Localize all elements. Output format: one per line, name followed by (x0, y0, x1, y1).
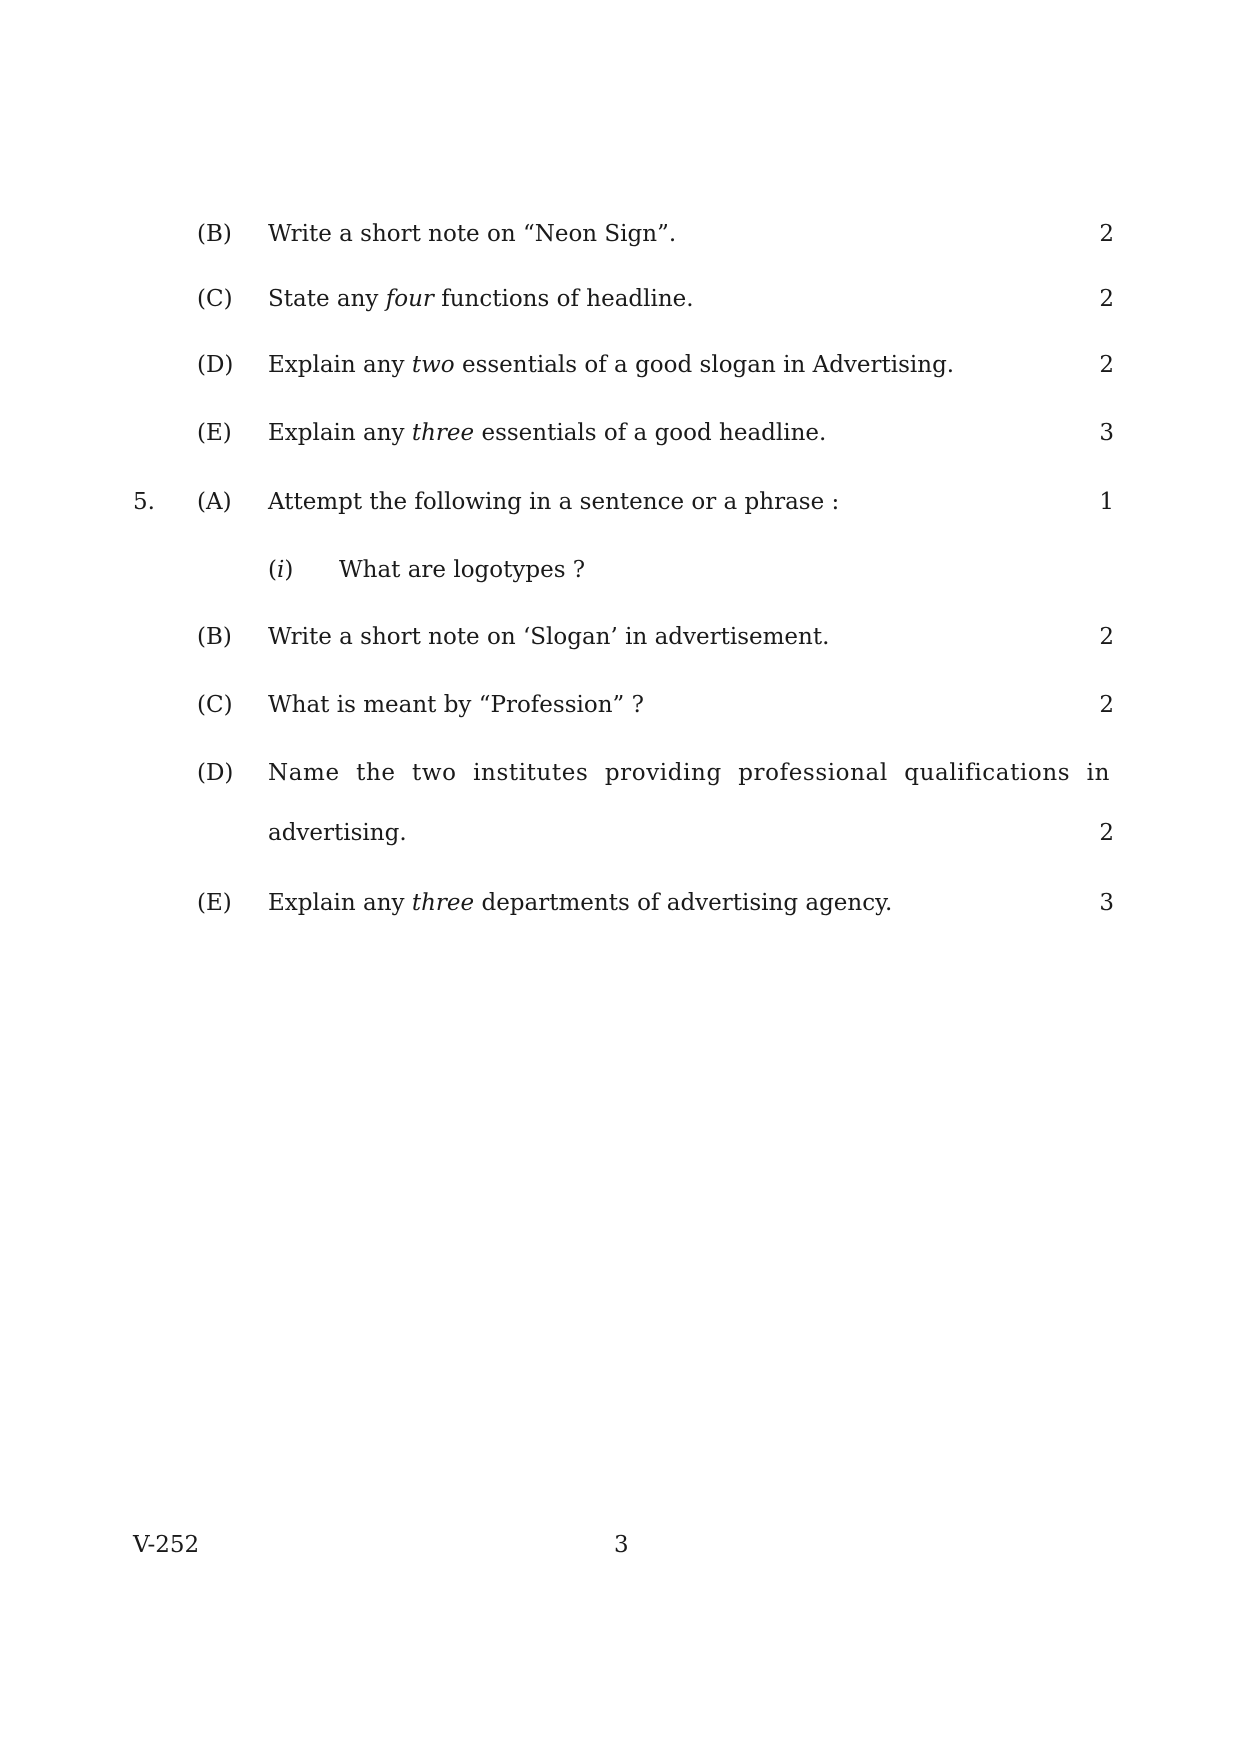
question-text-continued: advertising. (268, 820, 407, 846)
text-run: functions of headline. (433, 286, 694, 312)
sub-label: (C) (197, 692, 233, 718)
roman-numeral: i (276, 557, 285, 583)
question-text: Name the two institutes providing professional qualifications in (268, 760, 1110, 786)
sub-label: (B) (197, 624, 232, 650)
marks: 2 (1099, 221, 1114, 247)
paper-code: V-252 (133, 1532, 200, 1558)
marks: 2 (1099, 352, 1114, 378)
text-run: essentials of a good slogan in Advertising. (454, 352, 955, 378)
text-run: Explain any (268, 890, 412, 916)
sub-label: (D) (197, 352, 234, 378)
sub-label: (C) (197, 286, 233, 312)
marks: 1 (1099, 489, 1114, 515)
roman-label (268, 550, 293, 590)
question-5-a (0, 482, 1240, 522)
text-run: Explain any (268, 352, 412, 378)
page-number: 3 (614, 1532, 629, 1558)
roman-close: ) (284, 557, 294, 583)
question-text (268, 413, 826, 453)
question-5-b (0, 617, 1240, 657)
emphasis-text: four (385, 286, 434, 312)
marks: 3 (1099, 420, 1114, 446)
question-text: Attempt the following in a sentence or a phrase : (268, 489, 840, 515)
question-text (268, 279, 694, 319)
sub-label: (D) (197, 760, 234, 786)
roman-open: ( (268, 557, 277, 583)
question-text: What are logotypes ? (339, 557, 586, 583)
sub-label: (E) (197, 420, 232, 446)
question-text: Write a short note on ‘Slogan’ in advertisement. (268, 624, 830, 650)
text-run: departments of advertising agency. (474, 890, 893, 916)
question-text (268, 345, 954, 385)
emphasis-text: three (411, 420, 475, 446)
question-5-a-i (0, 550, 1240, 590)
question-5-c (0, 685, 1240, 725)
text-run: Write a short note on “Neon Sign”. (268, 221, 677, 247)
question-item (0, 413, 1240, 453)
sub-label: (A) (197, 489, 232, 515)
question-item (0, 214, 1240, 254)
question-item (0, 279, 1240, 319)
text-run: essentials of a good headline. (474, 420, 827, 446)
question-5-e (0, 883, 1240, 923)
sub-label: (B) (197, 221, 232, 247)
emphasis-text: three (411, 890, 475, 916)
sub-label: (E) (197, 890, 232, 916)
question-number: 5. (133, 489, 155, 515)
marks: 3 (1099, 890, 1114, 916)
question-5-d-line2 (0, 813, 1240, 853)
question-text: What is meant by “Profession” ? (268, 692, 644, 718)
marks: 2 (1099, 820, 1114, 846)
text-run: State any (268, 286, 386, 312)
question-text (268, 883, 892, 923)
question-5-d-line1 (0, 753, 1240, 793)
emphasis-text: two (411, 352, 455, 378)
marks: 2 (1099, 692, 1114, 718)
marks: 2 (1099, 286, 1114, 312)
question-text (268, 214, 676, 254)
text-run: Explain any (268, 420, 412, 446)
question-item (0, 345, 1240, 385)
marks: 2 (1099, 624, 1114, 650)
